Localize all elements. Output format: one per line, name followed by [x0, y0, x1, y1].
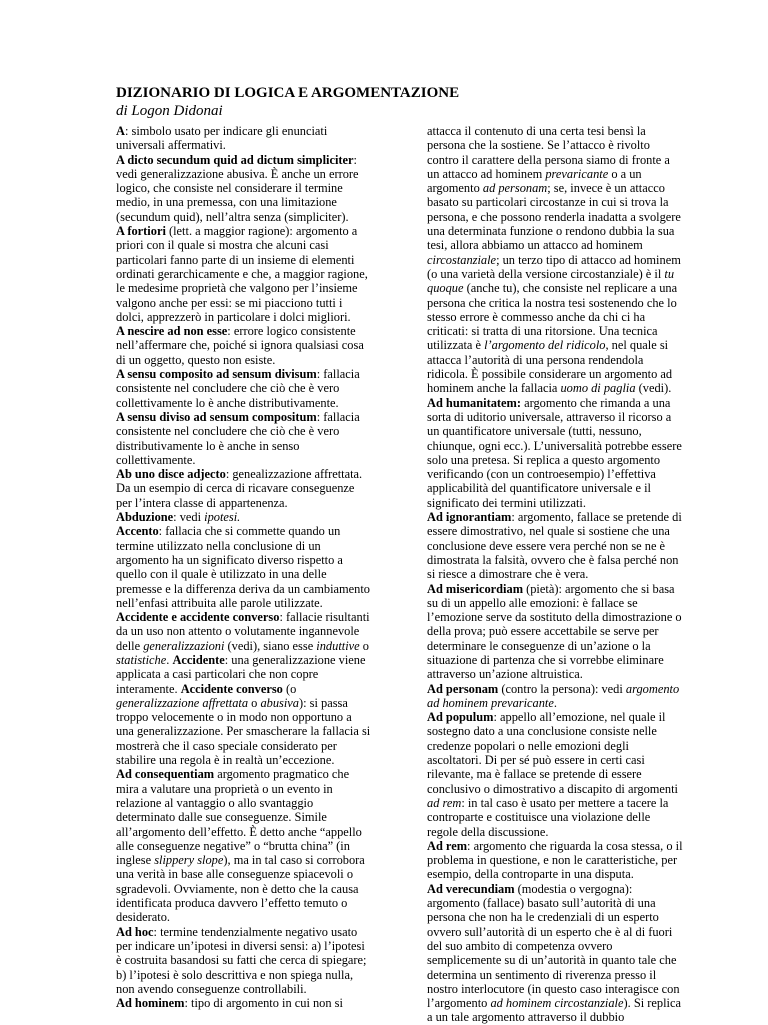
dictionary-entry — [427, 710, 683, 839]
entry-text: : vedi generalizzazione abusiva. È anche un errore logico, che consiste nel considerare il termine medio, in una premessa, con una limitazione (secundum quid), nell’altra senza (simpliciter). — [116, 152, 359, 224]
entry-text: : simbolo usato per indicare gli enunciati universali affermativi. — [116, 124, 328, 153]
entry-text: ): si passa troppo velocemente o in modo non opportuno a una generalizzazione. Per smascherare la fallacia si mostrerà che il caso speciale considerato per stabilire una regola è in realtà un’eccezione. — [116, 695, 371, 768]
right-column — [427, 124, 683, 1025]
dictionary-entry — [427, 839, 683, 882]
entry-text: o a un argomento — [427, 166, 642, 196]
entry-emphasis: induttive — [316, 638, 360, 653]
entry-text: : argomento, fallace se pretende di essere dimostrativo, nel quale si sostiene che una conclusione deve essere vera perché non se ne è dimostrata la falsità, ovvero che è falsa perché non si riesce a dimostrare che è vera. — [427, 510, 682, 582]
entry-text: (vedi). — [635, 381, 672, 396]
entry-text: : una generalizzazione viene applicata a casi particolari che non copre interamente. — [116, 652, 366, 696]
entry-emphasis: statistiche — [116, 652, 167, 667]
dictionary-entry — [116, 610, 372, 767]
entry-text: : vedi — [173, 510, 205, 525]
entry-emphasis: ad personam — [482, 181, 548, 196]
page-header — [116, 84, 716, 120]
dictionary-entry — [427, 682, 683, 711]
entry-term: Ad personam — [427, 681, 499, 696]
entry-text: . — [553, 695, 557, 710]
document-author: di Logon Didonai — [116, 103, 223, 119]
entry-text: ; un terzo tipo di attacco ad hominem (o una varietà della versione circostanziale) è il — [427, 252, 681, 281]
entry-term: Ad misericordiam — [427, 581, 524, 596]
entry-term: Abduzione — [116, 510, 174, 525]
entry-term: A nescire ad non esse — [116, 324, 228, 339]
entry-text: : in tal caso è usato per mettere a tacere la controparte e costituisce una violazione delle regole della discussione. — [427, 795, 669, 839]
entry-emphasis: ad rem — [427, 795, 462, 810]
entry-text: argomento che rimanda a una sorta di uditorio universale, attraverso il ricorso a un quantificatore universale (tutti, nessuno, chiunque, ogni ecc.). L’universalità potrebbe essere solo una pretesa. Si replica a questo argomento verificando (con un controesempio) l’effettiva applicabilità del quantificatore universale e il significato dei termini utilizzati. — [427, 395, 682, 510]
entry-text: argomento pragmatico che mira a valutare una proprietà o un evento in relazione al vantaggio o allo svantaggio determinato dalle sue conseguenze. Simile all’argomento dell’effetto. È detto anche “appello alle conseguenze negative” o “brutta china” (in inglese — [116, 767, 362, 868]
entry-text: (anche tu), che consiste nel replicare a una persona che critica la nostra tesi sostenendo che lo stesso errore è commesso anche da chi ci ha criticati: si tratta di una ritorsione. Una tecnica utilizzata è — [427, 281, 678, 353]
entry-term: Ad humanitatem: — [427, 395, 521, 410]
entry-text: : appello all’emozione, nel quale il sostegno dato a una conclusione consiste nelle credenze popolari o nelle emozioni degli ascoltatori. Di per sé può essere in certi casi rilevante, ma è fallace se pretende di essere conclusivo o dimostrativo a discapito di argomenti — [427, 710, 678, 796]
entry-term: Accento — [116, 524, 159, 539]
dictionary-entry — [427, 582, 683, 682]
entry-emphasis: ipotesi. — [204, 510, 241, 525]
entry-term: Ad verecundiam — [427, 881, 515, 896]
entry-term: Accidente — [172, 652, 225, 667]
entry-text: : tipo di argomento in cui non si — [184, 996, 343, 1011]
entry-text: (modestia o vergogna): argomento (fallace) basato sull’autorità di una persona che non ha le credenziali di un esperto ovvero sull’autorità di un esperto che è al di fuori del suo ambito di competenza ovvero semplicemente su di un’autorità in quanto tale che determina un sentimento di riverenza presso il nostro interlocutore (in questo caso interagisce con l’argomento — [427, 881, 680, 1011]
entry-text: (vedi), siano esse — [224, 638, 317, 653]
entry-text: : termine tendenzialmente negativo usato per indicare un’ipotesi in diversi sensi: a) l’ipotesi è costruita basandosi su fatti che cerca di spiegare; b) l’ipotesi è solo descrittiva e non spiega nulla, non avendo conseguenze controllabili. — [116, 924, 367, 996]
dictionary-entry — [116, 224, 372, 324]
entry-emphasis: ad hominem circostanziale — [490, 996, 624, 1011]
entry-term: Ab uno disce adjecto — [116, 467, 226, 482]
entry-text: attacca il contenuto di una certa tesi bensì la persona che la sostiene. Se l’attacco è rivolto contro il carattere della persona siamo di fronte a un attacco ad hominem — [427, 124, 670, 181]
entry-text: : argomento che riguarda la cosa stessa, o il problema in questione, e non le caratteristiche, per esempio, della controparte in una disputa. — [427, 838, 683, 882]
entry-term: Ad rem — [427, 838, 468, 853]
entry-text: : fallacie risultanti da un uso non attento o volutamente ingannevole delle — [116, 610, 370, 653]
entry-term: A sensu composito ad sensum divisum — [116, 367, 317, 382]
entry-emphasis: slippery slope — [154, 853, 224, 868]
dictionary-entry — [427, 510, 683, 581]
entry-text: : fallacia consistente nel concludere che ciò che è vero collettivamente lo è anche distributivamente. — [116, 367, 360, 410]
entry-emphasis: abusiva — [260, 695, 299, 710]
entry-text: : fallacia consistente nel concludere che ciò che è vero distributivamente lo è anche in senso collettivamente. — [116, 409, 360, 467]
entry-emphasis: prevaricante — [545, 166, 609, 181]
dictionary-entry — [116, 925, 372, 996]
entry-emphasis: tu quoque — [427, 266, 675, 296]
dictionary-entry — [427, 124, 683, 396]
entry-term: Ad ignorantiam — [427, 510, 512, 525]
entry-text: : genealizzazione affrettata. Da un esempio di cerca di ricavare conseguenze per l’intera classe di appartenenza. — [116, 467, 363, 510]
dictionary-entry — [116, 767, 372, 924]
entry-text: ). Si replica a un tale argomento attraverso il dubbio — [427, 996, 681, 1025]
entry-text: (o — [282, 681, 297, 696]
entry-emphasis: l’argomento del ridicolo — [484, 338, 606, 353]
entry-text: (contro la persona): vedi — [498, 681, 626, 696]
entry-term: Ad hominem — [116, 996, 185, 1011]
entry-term: A dicto secundum quid ad dictum simpliciter — [116, 152, 354, 167]
entry-text: o — [248, 695, 261, 710]
entry-term: Accidente e accidente converso — [116, 610, 280, 625]
dictionary-entry — [116, 410, 372, 467]
entry-text: (pietà): argomento che si basa su di un appello alle emozioni: è fallace se l’emozione serve da sostituto della dimostrazione o della prova; può essere accettabile se serve per determinare le conseguenze di un’azione o la situazione di partenza che si vorrebbe eliminare attraverso un’azione altruistica. — [427, 581, 682, 682]
entry-term: Accidente converso — [180, 681, 283, 696]
entry-text: : fallacia che si commette quando un termine utilizzato nella conclusione di un argomento ha un significato diverso rispetto a quello con il quale è utilizzato in una delle premesse e la differenza deriva da un cambiamento nell’enfasi attribuita alle parole utilizzate. — [116, 524, 371, 610]
entry-emphasis: circostanziale — [427, 252, 497, 267]
entry-term: A sensu diviso ad sensum compositum — [116, 409, 317, 424]
entry-text: , nel quale si attacca l’autorità di una persona rendendola ridicola. È possibile considerare un argomento ad hominem anche la fallacia — [427, 338, 673, 396]
entry-emphasis: generalizzazione affrettata — [116, 695, 249, 710]
dictionary-entry — [116, 510, 372, 524]
entry-term: Ad hoc — [116, 924, 154, 939]
entry-term: A fortiori — [116, 224, 166, 239]
dictionary-entry — [427, 882, 683, 1025]
document-title: DIZIONARIO DI LOGICA E ARGOMENTAZIONE — [116, 85, 460, 101]
entry-term: A — [116, 124, 125, 138]
entry-text: : errore logico consistente nell’affermare che, poiché si ignora qualsiasi cosa di un oggetto, questo non esiste. — [116, 324, 364, 367]
entry-emphasis: uomo di paglia — [560, 381, 636, 396]
entry-text: (lett. a maggior ragione): argomento a priori con il quale si mostra che alcuni casi particolari fanno parte di un insieme di elementi ordinati gerarchicamente e che, a maggior ragione, le medesime proprietà che valgono per l’insieme valgono anche per essi: se mi piacciono tutti i dolci, apprezzerò in particolare i dolci migliori. — [116, 224, 368, 324]
entry-text: ), ma in tal caso si corrobora una verità in base alle conseguenze spiacevoli o sgradevoli. Ovviamente, non è detto che la causa identificata produca davvero l’effetto temuto o desiderato. — [116, 853, 365, 925]
dictionary-entry — [427, 396, 683, 510]
entry-term: Ad populum — [427, 710, 494, 725]
entry-emphasis: generalizzazioni — [143, 638, 225, 653]
dictionary-entry — [116, 467, 372, 510]
entry-text: o — [359, 638, 369, 653]
dictionary-entry — [116, 996, 372, 1010]
dictionary-entry — [116, 153, 372, 224]
entry-emphasis: argomento ad hominem prevaricante — [427, 681, 680, 710]
left-column — [116, 124, 372, 1010]
dictionary-entry — [116, 524, 372, 610]
dictionary-entry — [116, 124, 372, 153]
dictionary-entry — [116, 367, 372, 410]
entry-term: Ad consequentiam — [116, 767, 215, 782]
dictionary-entry — [116, 324, 372, 367]
entry-text: ; se, invece è un attacco basato su particolari circostanze in cui si trova la persona, e che possono renderla inadatta a svolgere una determinata funzione o rendono dubbia la sua tesi, allora abbiamo un attacco ad hominem — [427, 181, 681, 253]
entry-text: . — [166, 652, 173, 667]
